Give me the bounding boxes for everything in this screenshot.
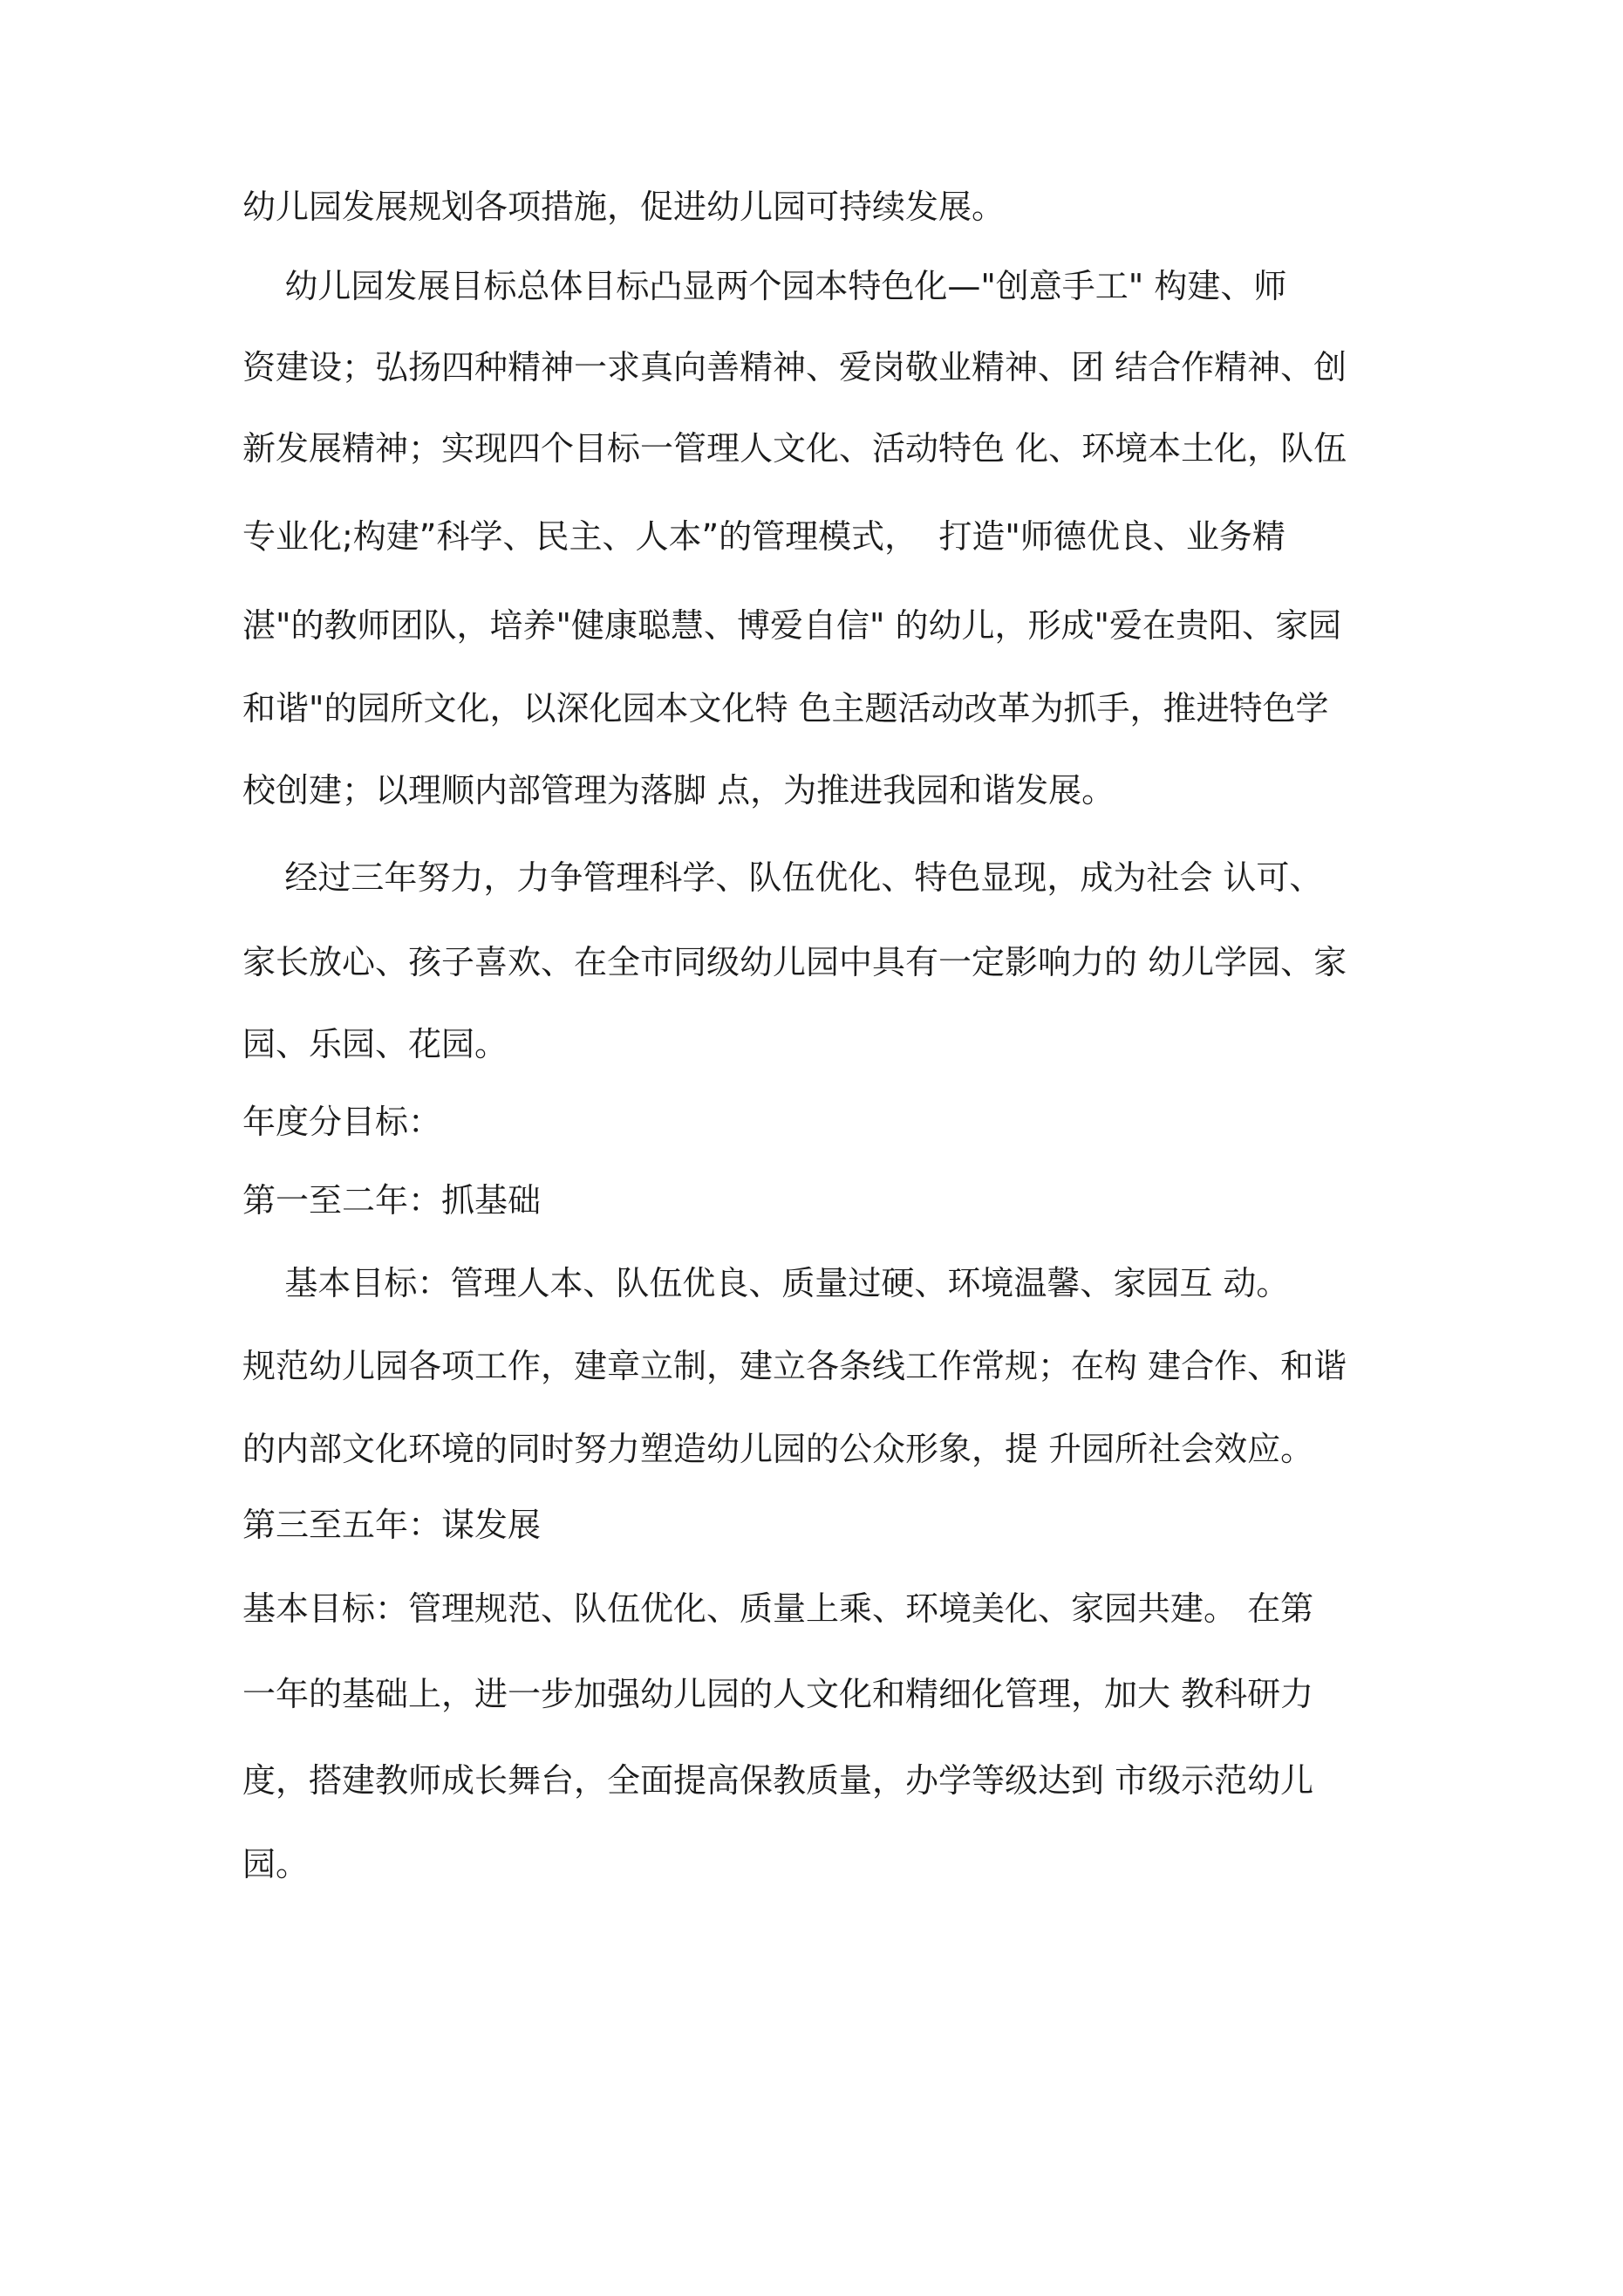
text-line: 新发展精神；实现四个目标一管理人文化、活动特色 化、环境本土化，队伍 (242, 429, 1347, 468)
text-line: 幼儿园发展规划各项措施，促进幼儿园可持续发展。 (242, 188, 1006, 226)
text-line: 第三至五年：谋发展 (242, 1506, 542, 1544)
text-line: 和谐"的园所文化，以深化园本文化特 色主题活动改革为抓手，推进特色学 (242, 689, 1329, 728)
text-line: 的内部文化环境的同时努力塑造幼儿园的公众形象，提 升园所社会效应。 (242, 1430, 1314, 1468)
text-line: 基本目标：管理人本、队伍优良、质量过硬、环境温馨、家园互 动。 (242, 1264, 1290, 1302)
text-line: 第一至二年：抓基础 (242, 1181, 542, 1220)
text-line: 园、乐园、花园。 (242, 1025, 508, 1063)
text-line: 基本目标：管理规范、队伍优化、质量上乘、环境美化、家园共建。 在第 (242, 1589, 1314, 1628)
text-line: 湛"的教师团队，培养"健康聪慧、博爱自信" 的幼儿，形成"爱在贵阳、家园 (242, 606, 1341, 645)
text-line: 规范幼儿园各项工作，建章立制，建立各条线工作常规；在构 建合作、和谐 (242, 1347, 1347, 1385)
text-line: 校创建；以理顺内部管理为落脚 点，为推进我园和谐发展。 (242, 771, 1115, 810)
text-line: 年度分目标： (242, 1103, 442, 1141)
text-line: 幼儿园发展目标总体目标凸显两个园本特色化—"创意手工" 构建、师 (242, 267, 1287, 305)
text-line: 园。 (242, 1845, 310, 1883)
text-line: 家长放心、孩子喜欢、在全市同级幼儿园中具有一定影响力的 幼儿学园、家 (242, 943, 1347, 981)
text-line: 一年的基础上，进一步加强幼儿园的人文化和精细化管理，加大 教科研力 (242, 1675, 1314, 1713)
text-line: 度，搭建教师成长舞台，全面提高保教质量，办学等级达到 市级示范幼儿 (242, 1761, 1314, 1800)
text-line: 专业化;构建”科学、民主、人本”的管理模式， 打造"师德优良、业务精 (242, 517, 1285, 556)
text-line: 经过三年努力，力争管理科学、队伍优化、特色显现，成为社会 认可、 (242, 858, 1323, 897)
text-line: 资建设；弘扬四种精神一求真向善精神、爱岗敬业精神、团 结合作精神、创 (242, 348, 1347, 386)
